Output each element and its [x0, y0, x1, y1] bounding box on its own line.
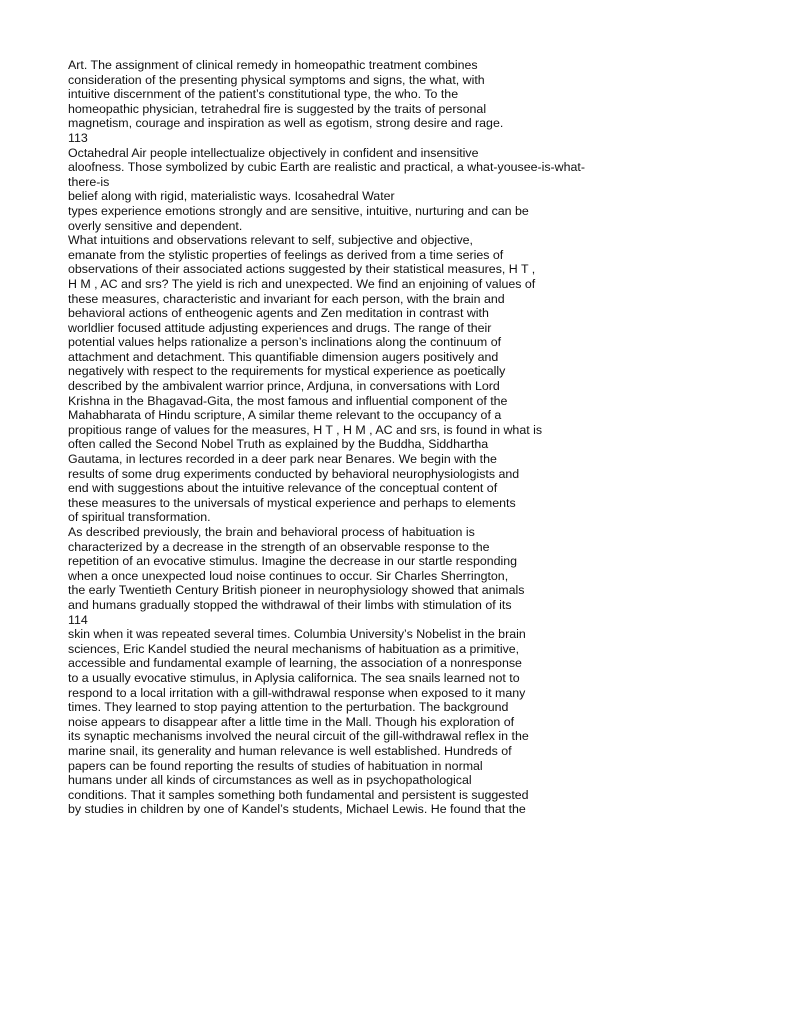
text-line: types experience emotions strongly and are sensitive, intuitive, nurturing and can be	[68, 203, 529, 218]
text-line: skin when it was repeated several times. Columbia University’s Nobelist in the brain	[68, 627, 526, 642]
text-line: its synaptic mechanisms involved the neural circuit of the gill-withdrawal reflex in the	[68, 729, 529, 744]
text-line: to a usually evocative stimulus, in Aplysia californica. The sea snails learned not to	[68, 670, 520, 685]
text-line: behavioral actions of entheogenic agents and Zen meditation in contrast with	[68, 306, 489, 321]
text-line: intuitive discernment of the patient’s constitutional type, the who. To the	[68, 87, 459, 102]
text-line: and humans gradually stopped the withdrawal of their limbs with stimulation of its	[68, 597, 512, 612]
text-line: observations of their associated actions suggested by their statistical measures, H T ,	[68, 262, 536, 277]
text-line: when a once unexpected loud noise continues to occur. Sir Charles Sherrington,	[68, 568, 509, 583]
page-number: 114	[68, 612, 88, 627]
text-line: negatively with respect to the requirements for mystical experience as poetically	[68, 364, 506, 379]
text-line: emanate from the stylistic properties of feelings as derived from a time series of	[68, 247, 504, 262]
text-line: there-is	[68, 174, 110, 189]
text-line: Krishna in the Bhagavad-Gita, the most famous and influential component of the	[68, 393, 508, 408]
text-line: worldlier focused attitude adjusting experiences and drugs. The range of their	[68, 320, 492, 335]
text-line: described by the ambivalent warrior prince, Ardjuna, in conversations with Lord	[68, 379, 500, 394]
text-line: these measures to the universals of mystical experience and perhaps to elements	[68, 495, 516, 510]
text-line: magnetism, courage and inspiration as well as egotism, strong desire and rage.	[68, 116, 504, 131]
text-line: papers can be found reporting the results of studies of habituation in normal	[68, 758, 483, 773]
text-line: Art. The assignment of clinical remedy in homeopathic treatment combines	[68, 58, 478, 72]
text-line: What intuitions and observations relevant to self, subjective and objective,	[68, 233, 473, 248]
text-line: Mahabharata of Hindu scripture, A similar theme relevant to the occupancy of a	[68, 408, 502, 423]
text-line: of spiritual transformation.	[68, 510, 211, 525]
text-line: characterized by a decrease in the strength of an observable response to the	[68, 539, 490, 554]
text-line: by studies in children by one of Kandel’s students, Michael Lewis. He found that the	[68, 802, 526, 817]
text-line: consideration of the presenting physical symptoms and signs, the what, with	[68, 72, 485, 87]
text-line: Octahedral Air people intellectualize objectively in confident and insensitive	[68, 145, 479, 160]
text-line: belief along with rigid, materialistic ways. Icosahedral Water	[68, 189, 395, 204]
text-line: marine snail, its generality and human relevance is well established. Hundreds of	[68, 743, 512, 758]
page-number: 113	[68, 130, 88, 145]
text-line: noise appears to disappear after a little time in the Mall. Though his exploration of	[68, 714, 515, 729]
text-line: end with suggestions about the intuitive relevance of the conceptual content of	[68, 481, 498, 496]
text-line: often called the Second Nobel Truth as explained by the Buddha, Siddhartha	[68, 437, 489, 452]
text-line: times. They learned to stop paying attention to the perturbation. The background	[68, 700, 509, 715]
text-line: humans under all kinds of circumstances as well as in psychopathological	[68, 773, 472, 788]
text-line: homeopathic physician, tetrahedral fire is suggested by the traits of personal	[68, 101, 487, 116]
text-line: overly sensitive and dependent.	[68, 218, 243, 233]
text-line: the early Twentieth Century British pioneer in neurophysiology showed that animals	[68, 583, 525, 598]
text-line: conditions. That it samples something both fundamental and persistent is suggested	[68, 787, 529, 802]
text-line: sciences, Eric Kandel studied the neural mechanisms of habituation as a primitive,	[68, 641, 520, 656]
text-line: Gautama, in lectures recorded in a deer park near Benares. We begin with the	[68, 452, 497, 467]
text-line: aloofness. Those symbolized by cubic Earth are realistic and practical, a what-yousee-is-what-	[68, 160, 585, 175]
text-line: results of some drug experiments conducted by behavioral neurophysiologists and	[68, 466, 520, 481]
text-line: these measures, characteristic and invariant for each person, with the brain and	[68, 291, 505, 306]
text-line: accessible and fundamental example of learning, the association of a nonresponse	[68, 656, 522, 671]
document-page	[68, 58, 788, 817]
text-line: As described previously, the brain and behavioral process of habituation is	[68, 525, 475, 539]
text-line: attachment and detachment. This quantifiable dimension augers positively and	[68, 349, 499, 364]
text-line: H M , AC and srs? The yield is rich and unexpected. We find an enjoining of values of	[68, 276, 536, 291]
text-line: respond to a local irritation with a gill-withdrawal response when exposed to it many	[68, 685, 526, 700]
text-line: propitious range of values for the measures, H T , H M , AC and srs, is found in what is	[68, 422, 543, 437]
text-line: potential values helps rationalize a person’s inclinations along the continuum of	[68, 335, 502, 350]
text-line: repetition of an evocative stimulus. Imagine the decrease in our startle responding	[68, 554, 518, 569]
